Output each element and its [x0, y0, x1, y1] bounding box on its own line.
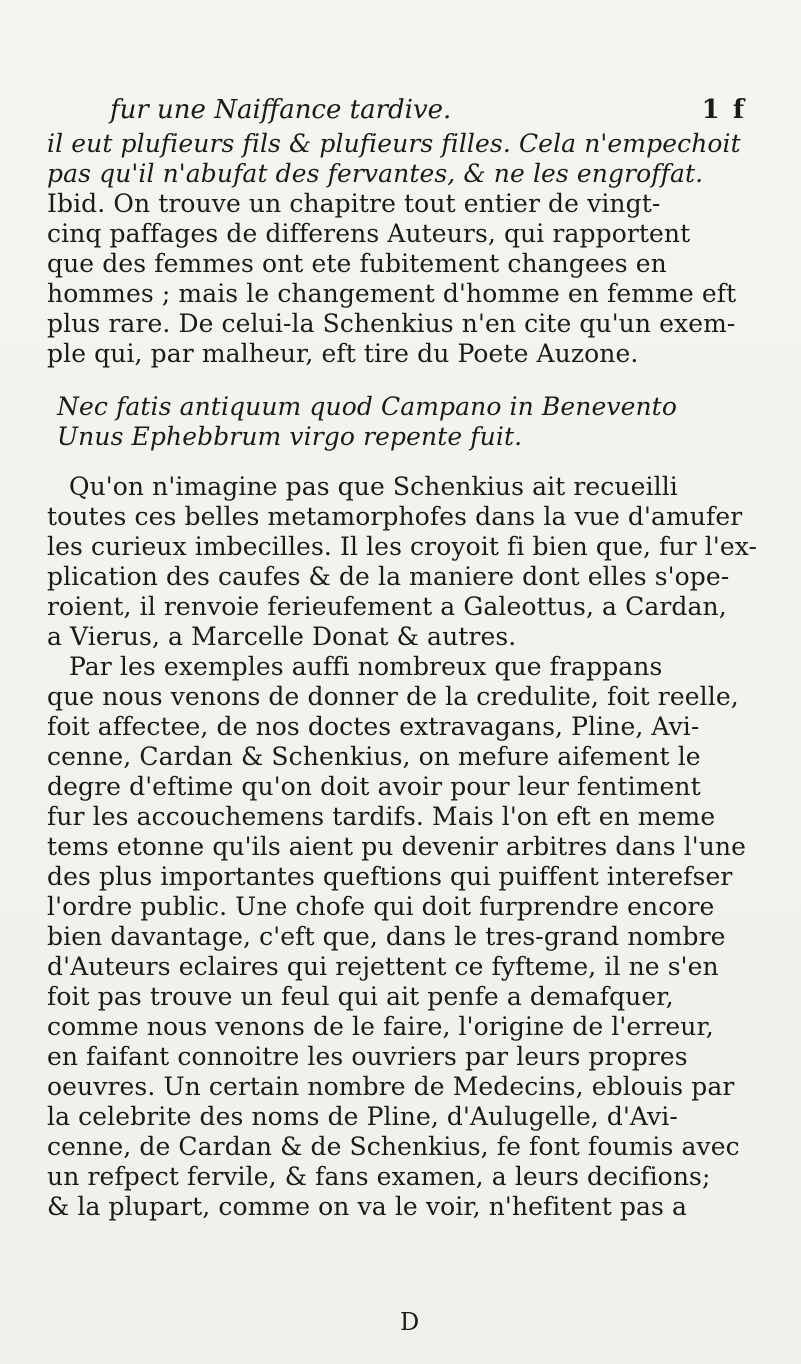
- text-line: toutes ces belles metamorphofes dans la vue d'amufer: [47, 502, 743, 531]
- text-line: d'Auteurs eclaires qui rejettent ce fyfteme, il ne s'en: [47, 952, 719, 981]
- running-title: fur une Naiffance tardive.: [110, 95, 452, 125]
- text-line: l'ordre public. Une chofe qui doit furprendre encore: [47, 892, 715, 921]
- text-line: roient, il renvoie ferieufement a Galeottus, a Cardan,: [47, 592, 727, 621]
- text-line: bien davantage, c'eft que, dans le tres-grand nombre: [47, 922, 726, 951]
- text-line: des plus importantes queftions qui puiffent interefser: [47, 862, 733, 891]
- text-line: a Vierus, a Marcelle Donat & autres.: [47, 622, 517, 651]
- text-line: fur les accouchemens tardifs. Mais l'on eft en meme: [47, 802, 716, 831]
- text-line: oeuvres. Un certain nombre de Medecins, eblouis par: [47, 1072, 735, 1101]
- text-line: comme nous venons de le faire, l'origine de l'erreur,: [47, 1012, 714, 1041]
- text-line: tems etonne qu'ils aient pu devenir arbitres dans l'une: [47, 832, 747, 861]
- text-line: que nous venons de donner de la credulite, foit reelle,: [47, 682, 739, 711]
- quoted-verse-line: Nec fatis antiquum quod Campano in Benevento: [57, 392, 677, 421]
- text-line: cenne, Cardan & Schenkius, on mefure aifement le: [47, 742, 701, 771]
- page-marker: 1 f: [701, 95, 746, 125]
- text-line: & la plupart, comme on va le voir, n'hefitent pas a: [47, 1192, 687, 1221]
- text-line: Ibid. On trouve un chapitre tout entier de vingt-: [47, 189, 661, 218]
- text-line: la celebrite des noms de Pline, d'Aulugelle, d'Avi-: [47, 1102, 678, 1131]
- text-line: pas qu'il n'abufat des fervantes, & ne les engroffat.: [47, 159, 704, 188]
- text-line: foit affectee, de nos doctes extravagans, Pline, Avi-: [47, 712, 700, 741]
- text-line: que des femmes ont ete fubitement changees en: [47, 249, 667, 278]
- signature-mark: D: [400, 1308, 420, 1336]
- quoted-verse-line: Unus Ephebbrum virgo repente fuit.: [57, 422, 523, 451]
- text-line: les curieux imbecilles. Il les croyoit fi bien que, fur l'ex-: [47, 532, 758, 561]
- text-line: il eut plufieurs fils & plufieurs filles. Cela n'empechoit: [47, 129, 741, 158]
- text-line: plus rare. De celui-la Schenkius n'en cite qu'un exem-: [47, 309, 736, 338]
- text-line: Par les exemples auffi nombreux que frappans: [69, 652, 663, 681]
- text-line: hommes ; mais le changement d'homme en femme eft: [47, 279, 737, 308]
- text-line: un refpect fervile, & fans examen, a leurs decifions;: [47, 1162, 711, 1191]
- text-line: cinq paffages de differens Auteurs, qui rapportent: [47, 219, 691, 248]
- text-line: en faifant connoitre les ouvriers par leurs propres: [47, 1042, 688, 1071]
- text-line: foit pas trouve un feul qui ait penfe a demafquer,: [47, 982, 674, 1011]
- text-line: degre d'eftime qu'on doit avoir pour leur fentiment: [47, 772, 701, 801]
- text-line: Qu'on n'imagine pas que Schenkius ait recueilli: [69, 472, 678, 501]
- text-line: ple qui, par malheur, eft tire du Poete Auzone.: [47, 339, 639, 368]
- text-line: plication des caufes & de la maniere dont elles s'ope-: [47, 562, 730, 591]
- text-line: cenne, de Cardan & de Schenkius, fe font foumis avec: [47, 1132, 740, 1161]
